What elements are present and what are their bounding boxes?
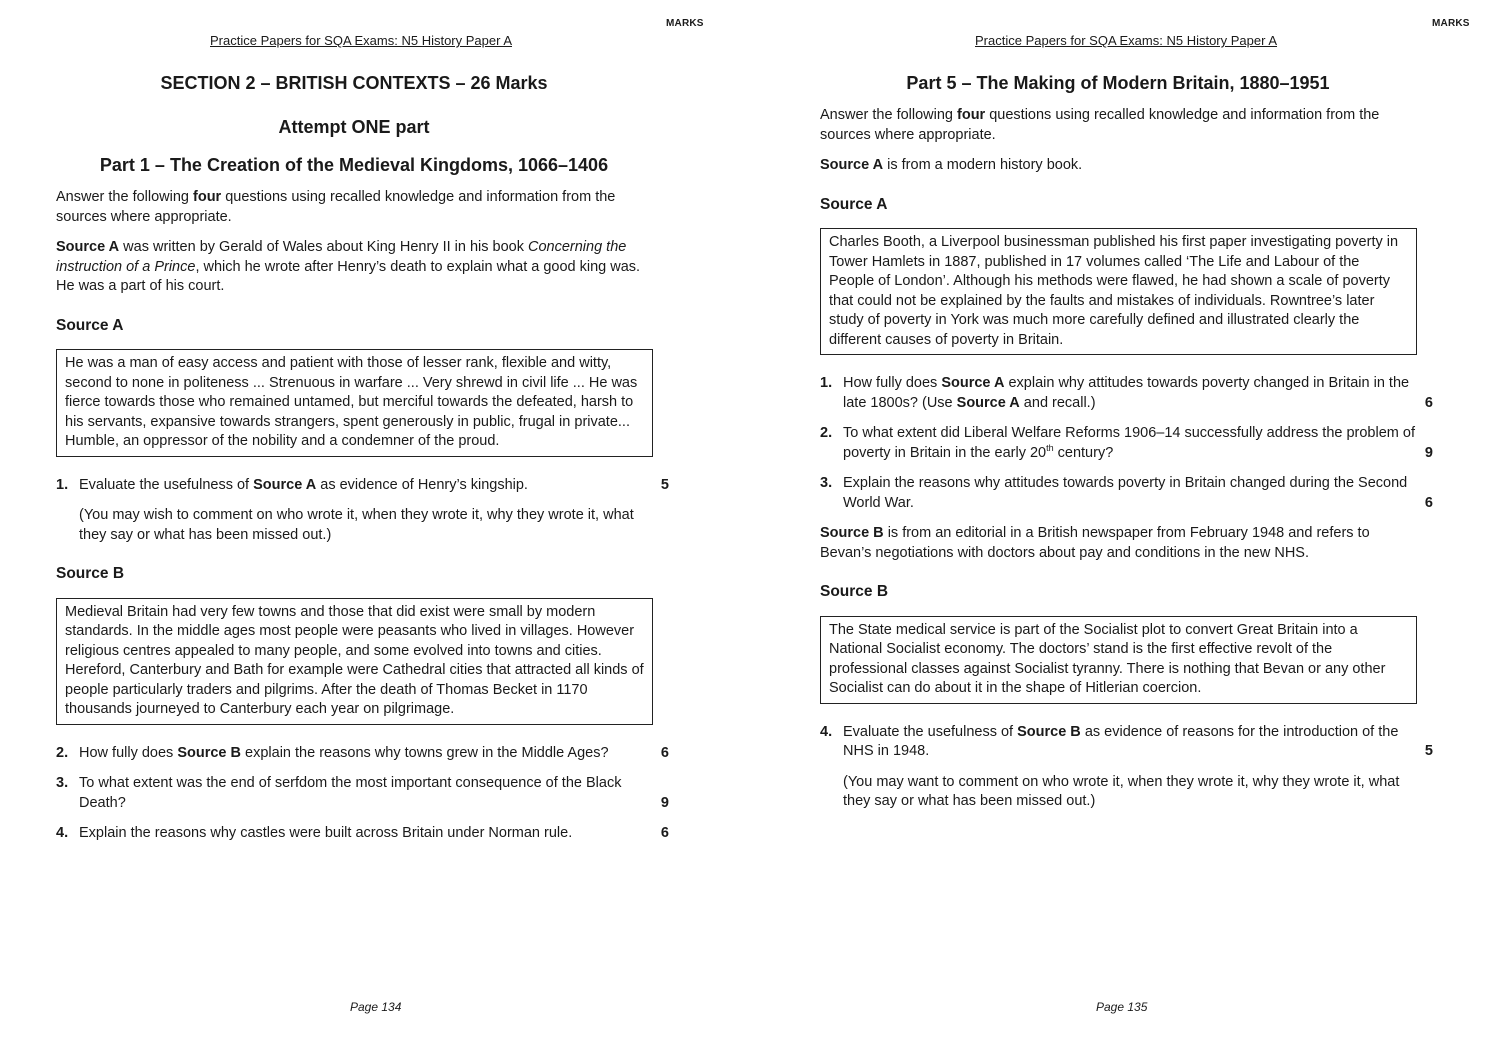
source-a-intro: Source A is from a modern history book.: [820, 157, 1083, 173]
question-mark: 5: [660, 476, 669, 493]
part-title: Part 5 – The Making of Modern Britain, 1880–1951: [906, 73, 1330, 93]
question-3: [820, 474, 1433, 513]
running-head: Practice Papers for SQA Exams: N5 History Paper A: [210, 33, 513, 48]
source-a-box: Charles Booth, a Liverpool businessman published his first paper investigating poverty in Tower Hamlets in 1887, published in 17 volumes called ‘The Life and Labour of the People of London’. Although his methods were flawed, he had shown a scale of poverty that could not be explained by the faults and mistakes of individuals. Rowntree’s later study of poverty in York was much more carefully defined and illustrated clearly the different causes of poverty in Britain.: [820, 228, 1417, 355]
question-4-note: (You may want to comment on who wrote it, when they wrote it, why they wrote it, what they say or what has been missed out.): [843, 773, 1400, 809]
question-mark: 9: [660, 794, 669, 811]
question-text: To what extent did Liberal Welfare Reforms 1906–14 successfully address the problem of poverty in Britain in the early 20th century?: [843, 425, 1415, 461]
marks-column-label: MARKS: [666, 18, 704, 29]
question-text: Explain the reasons why attitudes towards poverty in Britain changed during the Second World War.: [843, 475, 1408, 511]
question-number: 1.: [56, 476, 69, 493]
source-b-heading: Source B: [820, 583, 889, 600]
section-title: SECTION 2 – BRITISH CONTEXTS – 26 Marks: [160, 73, 548, 93]
instructions: Answer the following four questions using recalled knowledge and information from the sources where appropriate.: [820, 107, 1380, 143]
source-b-box: The State medical service is part of the Socialist plot to convert Great Britain into a National Socialist economy. The doctors’ stand is the first effective revolt of the professional classes against Socialist tyranny. There is nothing that Bevan or any other Socialist can do about it in the shape of Hitlerian coercion.: [820, 616, 1417, 704]
question-text: To what extent was the end of serfdom the most important consequence of the Black Death?: [79, 775, 622, 811]
source-a-intro: Source A was written by Gerald of Wales about King Henry II in his book Concerning the instruction of a Prince, which he wrote after Henry’s death to explain what a good king was. He was a part of his court.: [56, 239, 641, 294]
question-mark: 9: [1424, 444, 1433, 461]
source-b-box: Medieval Britain had very few towns and those that did exist were small by modern standards. In the middle ages most people were peasants who lived in villages. However religious centres appealed to many people, and some evolved into towns and cities. Hereford, Canterbury and Bath for example were Cathedral cities that attracted all kinds of people particularly traders and pilgrims. After the death of Thomas Becket in 1170 thousands journeyed to Canterbury each year on pilgrimage.: [56, 598, 653, 725]
question-3: [56, 774, 669, 813]
question-text: How fully does Source B explain the reasons why towns grew in the Middle Ages?: [79, 744, 609, 761]
question-number: 3.: [56, 775, 69, 791]
question-mark: 6: [1424, 394, 1433, 411]
question-1: [820, 374, 1433, 413]
page-number: Page 134: [350, 1000, 402, 1014]
question-mark: 6: [660, 744, 669, 761]
question-text: Evaluate the usefulness of Source B as evidence of reasons for the introduction of the NHS in 1948.: [843, 723, 1399, 759]
source-b-heading: Source B: [56, 565, 125, 582]
page-content: [56, 70, 678, 844]
marks-column-label: MARKS: [1432, 18, 1470, 29]
question-mark: 5: [1424, 743, 1433, 759]
source-a-box: He was a man of easy access and patient with those of lesser rank, flexible and witty, second to none in politeness ... Strenuous in warfare ... Very shrewd in civil life ... He was fierce towards those who remained untamed, but merciful towards the defeated, harsh to his servants, expansive towards strangers, spent generously in public, frugal in private... Humble, an oppressor of the nobility and a condemner of the proud.: [56, 349, 653, 457]
source-a-heading: Source A: [56, 316, 124, 334]
question-4: [56, 824, 669, 844]
question-number: 2.: [820, 425, 833, 441]
right-page: [750, 0, 1500, 1042]
question-2: [56, 744, 669, 764]
question-2: [820, 424, 1433, 463]
question-mark: 6: [1424, 494, 1433, 511]
question-text: Explain the reasons why castles were built across Britain under Norman rule.: [79, 825, 573, 841]
question-text: How fully does Source A explain why attitudes towards poverty changed in Britain in the late 1800s? (Use Source A and recall.): [843, 375, 1410, 411]
attempt-instruction: Attempt ONE part: [278, 117, 430, 137]
question-1: [56, 476, 669, 496]
question-mark: 6: [660, 825, 669, 841]
instructions: Answer the following four questions using recalled knowledge and information from the sources where appropriate.: [56, 189, 616, 225]
source-a-heading: Source A: [820, 195, 888, 213]
question-4: [820, 723, 1433, 762]
question-text: Evaluate the usefulness of Source A as evidence of Henry’s kingship.: [79, 476, 528, 493]
part-title: Part 1 – The Creation of the Medieval Kingdoms, 1066–1406: [99, 155, 609, 175]
question-number: 1.: [820, 375, 833, 391]
question-number: 3.: [820, 475, 833, 491]
page-number: Page 135: [1096, 1000, 1148, 1014]
running-head: Practice Papers for SQA Exams: N5 History Paper A: [975, 33, 1278, 48]
source-b-intro: Source B is from an editorial in a British newspaper from February 1948 and refers to Bevan’s negotiations with doctors about pay and conditions in the new NHS.: [820, 525, 1370, 561]
question-number: 2.: [56, 744, 69, 761]
question-number: 4.: [56, 825, 69, 841]
question-number: 4.: [820, 723, 833, 740]
page-content: [820, 70, 1442, 812]
question-1-note: (You may wish to comment on who wrote it, when they wrote it, why they wrote it, what they say or what has been missed out.): [79, 507, 634, 543]
